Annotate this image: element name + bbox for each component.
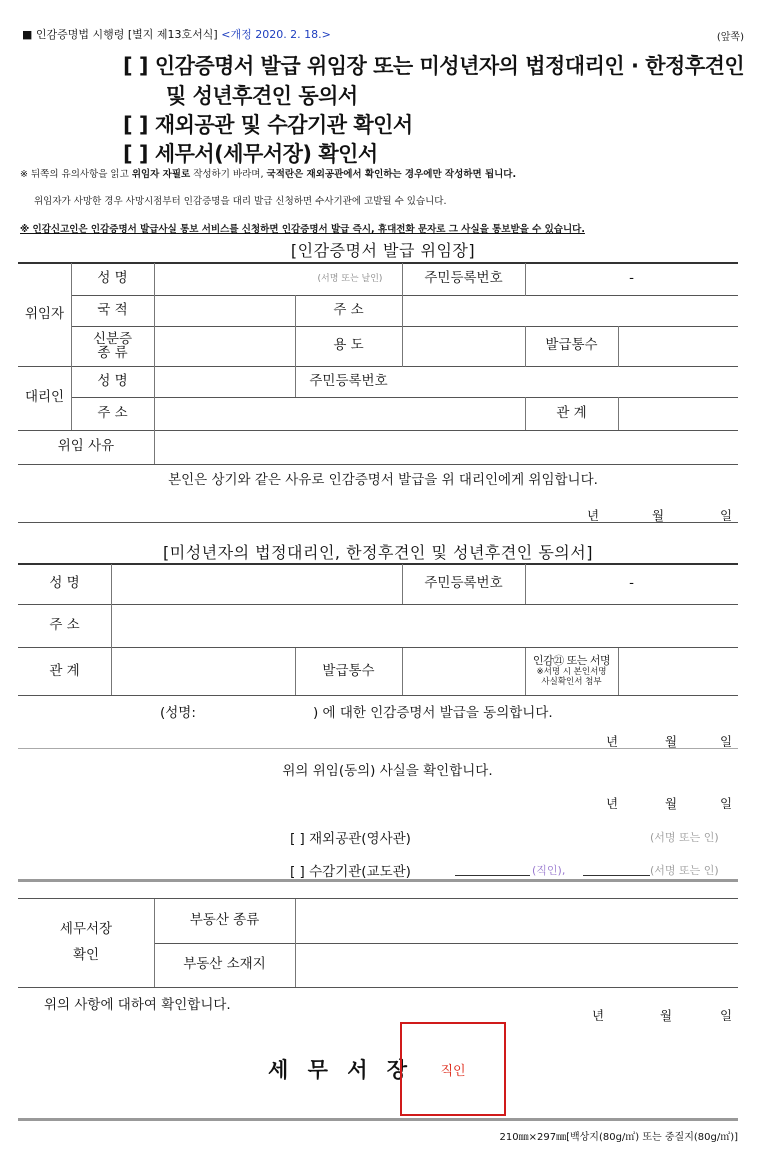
month-label: 월 (652, 508, 665, 523)
section1-title: [인감증명서 발급 위임장] (290, 241, 476, 260)
delegator-rrn-label: 주민등록번호 (424, 270, 503, 287)
section2-title: [미성년자의 법정대리인, 한정후견인 및 성년후견인 동의서] (163, 543, 593, 562)
official-seal-label: 직인 (440, 1063, 466, 1079)
page-side-label: (앞쪽) (716, 32, 744, 43)
form-reference (22, 26, 331, 42)
property-location-label: 부동산 소재지 (183, 956, 266, 973)
property-type-label: 부동산 종류 (189, 912, 260, 929)
tax-chief-label: 세무서장 (59, 921, 113, 938)
month-label-4: 월 (660, 1008, 673, 1023)
guardian-rrn-field[interactable]: - (629, 575, 634, 592)
title-line1: [ ] 인감증명서 발급 위임장 또는 미성년자의 법정대리인 · 한정후견인 (123, 54, 745, 78)
delegation-statement: 본인은 상기와 같은 사유로 인감증명서 발급을 위 대리인에게 위임합니다. (168, 472, 598, 488)
prison-seal-line[interactable] (455, 875, 530, 876)
seal-or-sign-cell (525, 648, 618, 695)
delegator-label: 위임자 (24, 305, 65, 322)
note-1-bold1: 위임자 자필로 (131, 169, 191, 180)
official-seal-box[interactable] (400, 1022, 506, 1116)
prison-sign-hint: (서명 또는 인) (650, 864, 719, 877)
title-line1b: 및 성년후견인 동의서 (166, 84, 358, 108)
consent-statement: ) 에 대한 인감증명서 발급을 동의합니다. (313, 705, 553, 721)
title-line2: [ ] 재외공관 및 수감기관 확인서 (123, 113, 413, 137)
month-label-2: 월 (665, 734, 678, 749)
agent-rrn-label: 주민등록번호 (309, 372, 388, 389)
delegator-name-label: 성 명 (97, 270, 128, 287)
purpose-label: 용 도 (333, 337, 364, 354)
copies-label: 발급통수 (545, 337, 598, 354)
seal-line3: 사실확인서 첨부 (541, 676, 602, 687)
day-label-2: 일 (720, 734, 733, 749)
embassy-sign-hint: (서명 또는 인) (650, 831, 719, 844)
confirm-label: 확인 (72, 947, 100, 963)
year-label: 년 (587, 508, 600, 523)
prison-sign-line[interactable] (583, 875, 650, 876)
tax-office-chief-signer: 세 무 서 장 (268, 1058, 414, 1082)
delegator-rrn-field[interactable]: - (629, 270, 634, 287)
nationality-label: 국 적 (97, 301, 128, 318)
note-2: 위임자가 사망한 경우 사망시점부터 인감증명을 대리 발급 신청하면 수사기관에 고발될 수 있습니다. (34, 196, 447, 207)
seal-line1: 인감㉑ 또는 서명 (532, 654, 611, 668)
note-1 (20, 166, 516, 180)
reason-label: 위임 사유 (57, 438, 115, 455)
guardian-copies-label: 발급통수 (322, 662, 375, 679)
delegator-address-label: 주 소 (333, 301, 364, 318)
seal-line2: ※서명 시 본인서명 (536, 667, 607, 678)
year-label-4: 년 (592, 1008, 605, 1023)
prison-checkbox[interactable]: [ ] 수감기관(교도관) (290, 864, 411, 880)
year-label-3: 년 (606, 796, 619, 811)
guardian-name-label: 성 명 (49, 575, 80, 592)
revision-text: <개정 2020. 2. 18.> (221, 28, 331, 41)
consent-open: (성명: (160, 705, 196, 721)
agent-name-label: 성 명 (97, 372, 128, 389)
year-label-2: 년 (606, 734, 619, 749)
day-label: 일 (720, 508, 733, 523)
agent-address-label: 주 소 (97, 404, 128, 421)
tax-confirm-statement: 위의 사항에 대하여 확인합니다. (44, 997, 231, 1013)
guardian-rrn-label: 주민등록번호 (424, 575, 503, 592)
guardian-relation-label: 관 계 (49, 662, 80, 679)
note-1-pre: ※ 뒤쪽의 유의사항을 읽고 (20, 169, 132, 180)
id-type-label: 신분증 종 류 (92, 330, 133, 361)
month-label-3: 월 (665, 796, 678, 811)
form-ref-text: ■ 인감증명법 시행령 [별지 제13호서식] (22, 28, 218, 41)
sign-hint: (서명 또는 날인) (317, 273, 383, 284)
note-1-mid: 작성하기 바라며, (190, 169, 267, 180)
embassy-checkbox[interactable]: [ ] 재외공관(영사관) (290, 831, 411, 847)
guardian-address-label: 주 소 (49, 616, 80, 633)
day-label-3: 일 (720, 796, 733, 811)
agent-label: 대리인 (24, 389, 65, 406)
note-1-bold2: 국적란은 재외공관에서 확인하는 경우에만 작성하면 됩니다. (266, 169, 517, 180)
note-3: ※ 인감신고인은 인감증명서 발급사실 통보 서비스를 신청하면 인감증명서 발급 즉시, 휴대전화 문자로 그 사실을 통보받을 수 있습니다. (20, 224, 585, 235)
tax-chief-confirm-label (18, 899, 154, 987)
relation-label: 관 계 (556, 404, 587, 421)
day-label-4: 일 (720, 1008, 733, 1023)
confirm-statement: 위의 위임(동의) 사실을 확인합니다. (282, 763, 493, 779)
prison-seal-hint: (직인), (532, 864, 566, 877)
paper-spec-footer: 210㎜×297㎜[백상지(80g/㎡) 또는 중질지(80g/㎡)] (499, 1132, 738, 1143)
title-line3: [ ] 세무서(세무서장) 확인서 (123, 142, 378, 166)
